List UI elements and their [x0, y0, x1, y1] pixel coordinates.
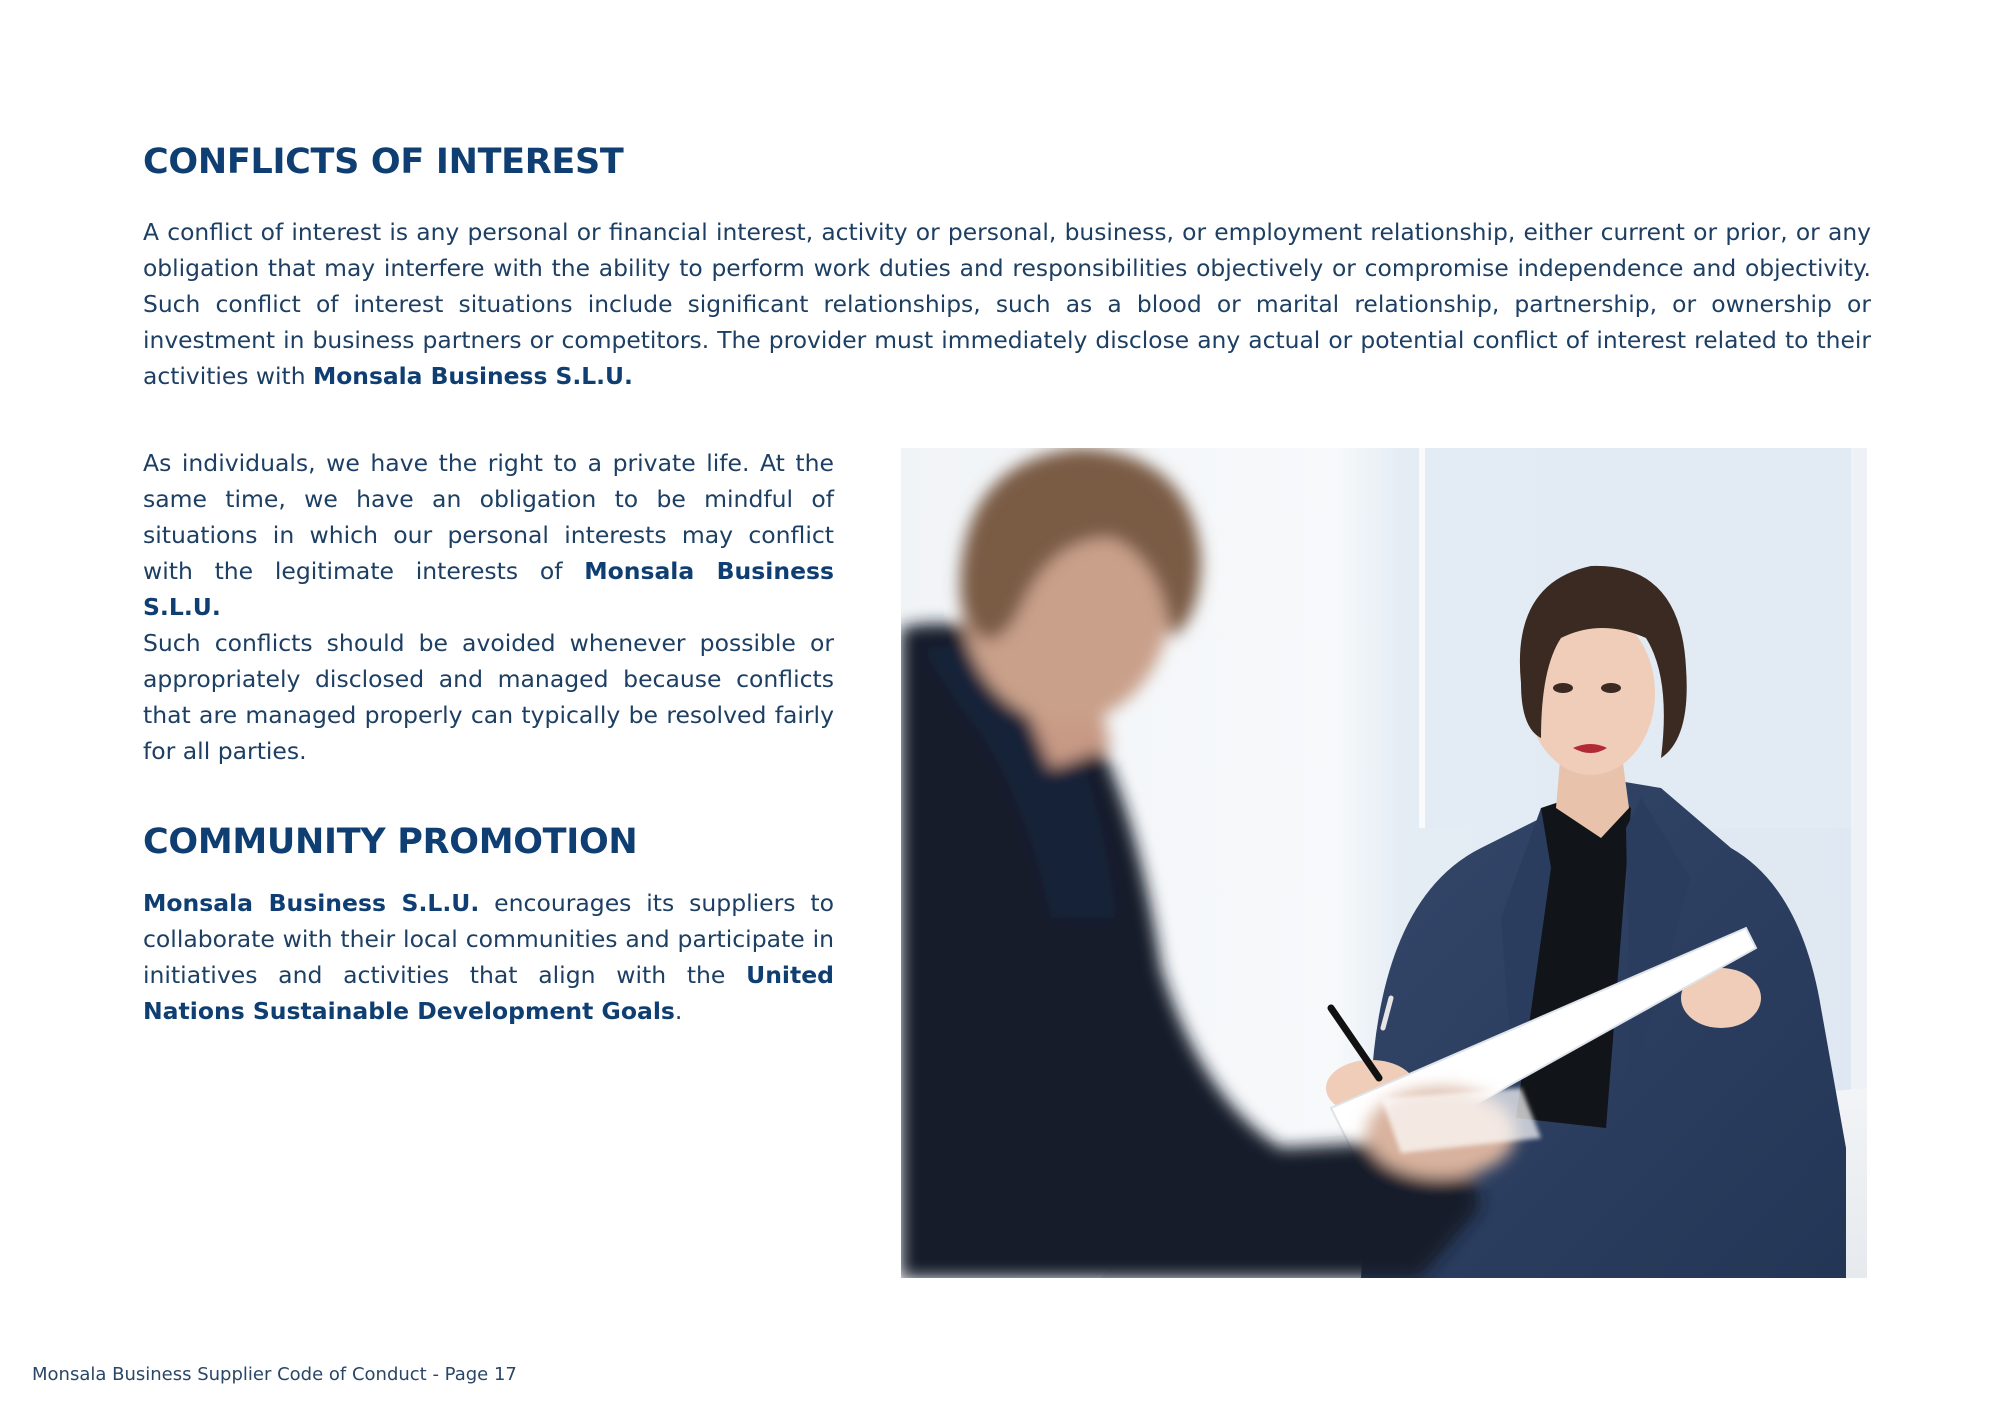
conflicts-of-interest-heading: CONFLICTS OF INTEREST [143, 142, 624, 182]
company-name: Monsala Business S.L.U. [143, 889, 480, 917]
conflicts-intro-text: A conflict of interest is any personal or financial interest, activity or personal, business, or employment relationship, either current or prior, or any obligation that may interfere with the ability to perform work duties and responsibilities objectively or compromise independence and objectivity. Such conflict of interest situations include significant relationships, such as a blood or marital relationship, partnership, or ownership or investment in business partners or competitors. The provider must immediately disclose any actual or potential conflict of interest related to their activities with [143, 218, 1871, 390]
community-promotion-heading: COMMUNITY PROMOTION [143, 822, 638, 862]
private-life-text: As individuals, we have the right to a private life. At the same time, we have an obligation to be mindful of situations in which our personal interests may conflict with the legitimate interests of [143, 449, 834, 585]
private-life-paragraph [143, 445, 834, 625]
company-name: Monsala Business S.L.U. [143, 557, 834, 621]
community-end: . [674, 997, 683, 1025]
community-paragraph [143, 885, 834, 1029]
avoid-conflicts-paragraph: Such conflicts should be avoided whenever possible or appropriately disclosed and managed because conflicts that are managed properly can typically be resolved fairly for all parties. [143, 629, 834, 765]
conflicts-intro-paragraph [143, 214, 1871, 394]
business-meeting-photo [901, 448, 1867, 1278]
community-text: encourages its suppliers to collaborate with their local communities and participate in initiatives and activities that align with the [143, 889, 834, 989]
company-name: Monsala Business S.L.U. [312, 362, 633, 390]
sdg-goals: United Nations Sustainable Development Goals [143, 961, 834, 1025]
page-footer: Monsala Business Supplier Code of Conduct - Page 17 [32, 1364, 517, 1385]
